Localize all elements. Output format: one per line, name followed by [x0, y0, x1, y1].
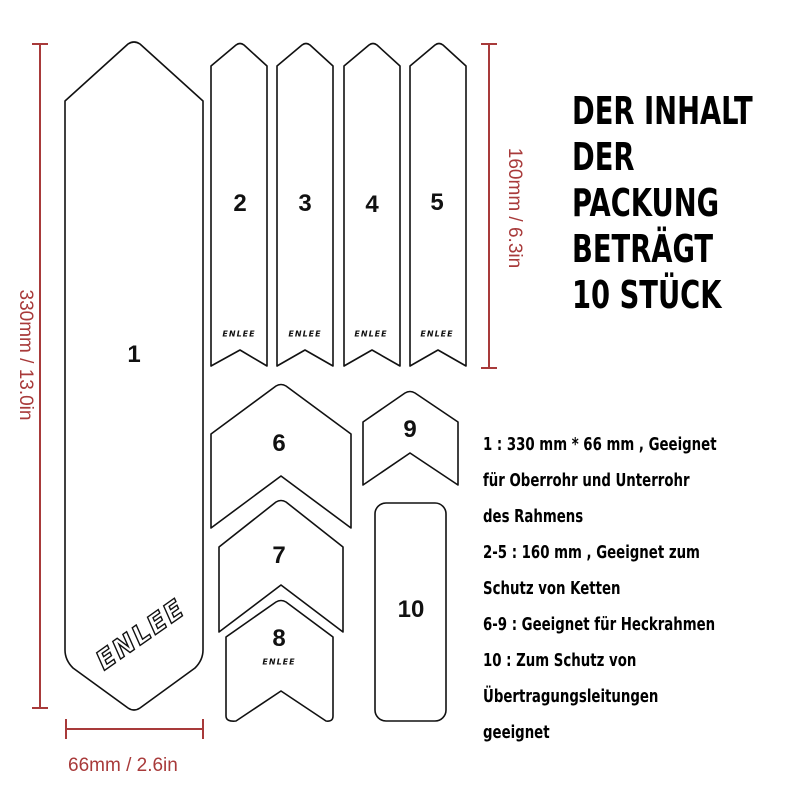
piece-number-7: 7 [272, 542, 286, 569]
description-line-2: für Oberrohr und Unterrohr [483, 470, 690, 491]
description-line-3: des Rahmens [483, 506, 584, 527]
piece-number-10: 10 [397, 596, 425, 623]
description-line-8: Übertragungsleitungen [483, 686, 659, 707]
description-line-7: 10 : Zum Schutz von [483, 650, 637, 671]
piece-number-9: 9 [403, 416, 417, 443]
description-line-4: 2-5 : 160 mm , Geeignet zum [483, 542, 700, 563]
brand-logo-piece-2: ENLEE [222, 329, 256, 339]
description-line-6: 6-9 : Geeignet für Heckrahmen [483, 614, 716, 635]
description [483, 427, 794, 751]
headline-line-5: 10 STÜCK [572, 273, 722, 317]
headline-line-1: DER INHALT [572, 89, 753, 133]
brand-logo-piece-3: ENLEE [288, 329, 322, 339]
piece-number-4: 4 [365, 191, 379, 218]
piece-number-2: 2 [233, 190, 247, 217]
piece-number-3: 3 [298, 190, 312, 217]
piece-number-8: 8 [272, 625, 286, 652]
brand-logo-piece-8: ENLEE [262, 657, 296, 667]
height-330-label: 330mm / 13.0in [15, 289, 36, 421]
brand-logo-large: ENLEE [90, 593, 192, 677]
description-line-9: geeignet [483, 722, 550, 743]
headline-line-2: DER [572, 135, 635, 179]
description-line-5: Schutz von Ketten [483, 578, 621, 599]
piece-number-5: 5 [430, 189, 444, 216]
brand-logo-piece-4: ENLEE [354, 329, 388, 339]
width-66-label: 66mm / 2.6in [68, 755, 178, 776]
headline [572, 88, 795, 318]
headline-line-4: BETRÄGT [572, 227, 714, 271]
piece-number-1: 1 [127, 341, 141, 368]
description-line-1: 1 : 330 mm * 66 mm , Geeignet [483, 434, 717, 455]
headline-line-3: PACKUNG [572, 181, 720, 225]
brand-logo-piece-5: ENLEE [420, 329, 454, 339]
piece-number-6: 6 [272, 430, 286, 457]
height-160-label: 160mm / 6.3in [504, 147, 525, 269]
